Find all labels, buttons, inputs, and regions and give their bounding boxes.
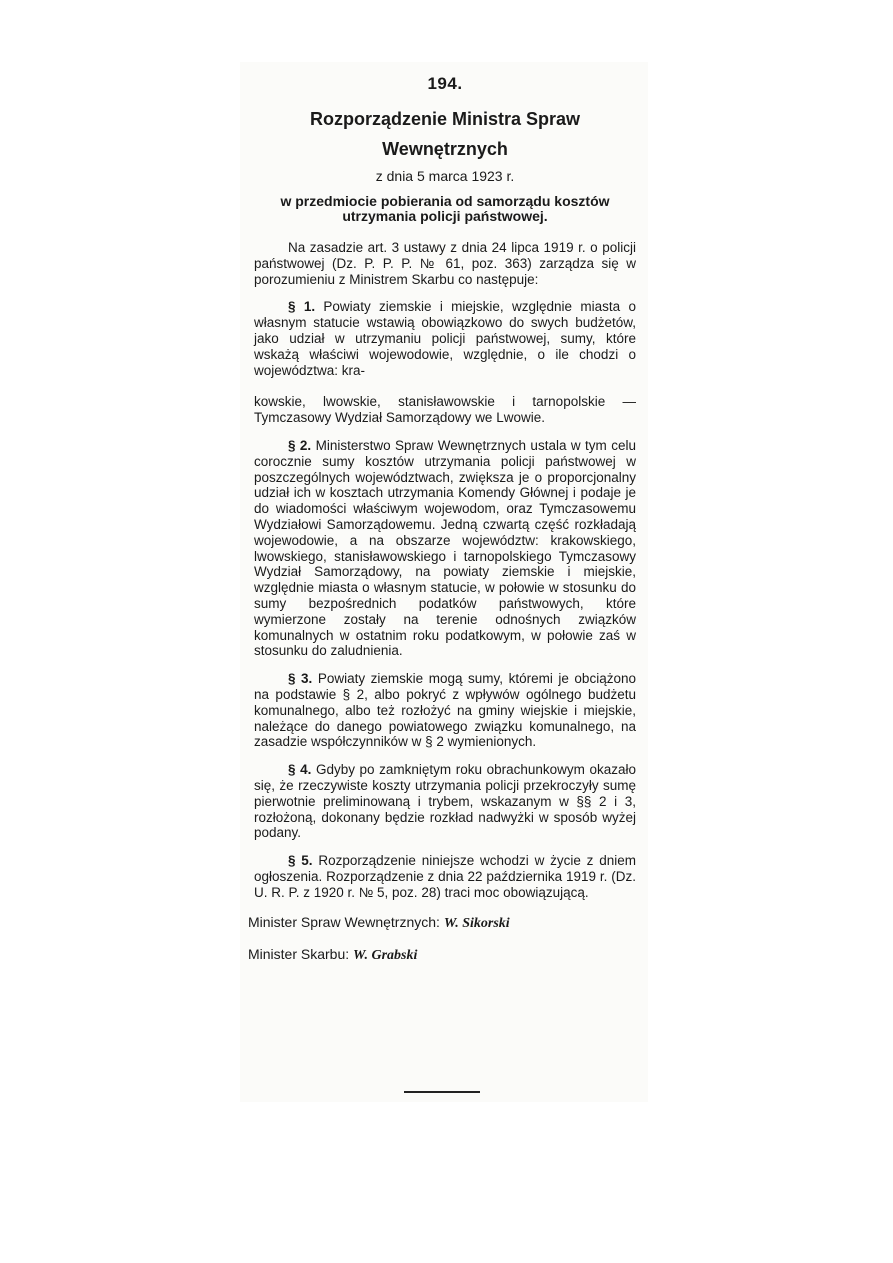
section-text: Ministerstwo Spraw Wewnętrznych ustala w tym celu corocznie sumy kosztów utrzymania policji państwowej w poszczególnych województwach, zwiększa je o proporcjonalny udział ich w kosztach utrzymania Komendy Głównej i podaje je do wiadomości właściwym wojewodom, oraz Tymczasowemu Wydziałowi Samorządowemu. Jedną czwartą część rozkładają wojewodowie, a na obszarze województw: krakowskiego, lwowskiego, stanisławowskiego i tarnopolskiego Tymczasowy Wydział Samorządowy, na powiaty ziemskie i miejskie, względnie miasta o własnym statucie, w połowie w stosunku do sumy bezpośrednich podatków państwowych, które wymierzone zostały na terenie odnośnych związków komunalnych w ostatnim roku podatkowym, w połowie zaś w stosunku do zaludnienia. — [254, 437, 636, 659]
signature-interior-minister — [248, 914, 636, 932]
section-3-paragraph — [254, 671, 636, 750]
document-column — [248, 70, 636, 964]
section-label: § 5. — [288, 853, 313, 869]
signature-name: W. Sikorski — [443, 916, 510, 932]
signature-role: Minister Skarbu: — [248, 946, 350, 963]
section-1-paragraph — [254, 299, 636, 378]
preamble-paragraph: Na zasadzie art. 3 ustawy z dnia 24 lipca 1919 r. o policji państwowej (Dz. P. P. P. № 61, poz. 363) zarządza się w porozumieniu z Ministrem Skarbu co następuje: — [254, 240, 636, 287]
signature-role: Minister Spraw Wewnętrznych: — [248, 914, 440, 931]
section-label: § 4. — [288, 762, 312, 778]
page-number: 194. — [427, 74, 463, 93]
section-label: § 3. — [288, 671, 313, 687]
section-text: Powiaty ziemskie i miejskie, względnie miasta o własnym statucie wstawią obowiązkowo do swych budżetów, jako udział w utrzymaniu policji państwowej, sumy, które wskażą właściwi wojewodowie, względnie, o ile chodzi o województwa: kra- — [254, 299, 636, 378]
document-subject: w przedmiocie pobierania od samorządu kosztów utrzymania policji państwowej. — [280, 193, 610, 224]
signature-treasury-minister — [248, 946, 636, 964]
section-text: kowskie, lwowskie, stanisławowskie i tarnopolskie —Tymczasowy Wydział Samorządowy we Lwowie. — [254, 394, 636, 426]
section-4-paragraph — [254, 762, 636, 841]
closing-rule — [404, 1091, 480, 1093]
document-title: Rozporządzenie Ministra Spraw Wewnętrznych — [309, 109, 581, 159]
section-label: § 2. — [288, 437, 312, 453]
section-text: Powiaty ziemskie mogą sumy, któremi je obciążono na podstawie § 2, albo pokryć z wpływów ogólnego budżetu komunalnego, albo też rozłożyć na gminy wiejskie i miejskie, należące do danego powiatowego związku komunalnego, na zasadzie współczynników w § 2 wymienionych. — [254, 671, 636, 750]
section-2-paragraph — [254, 438, 636, 659]
section-text: Gdyby po zamkniętym roku obrachunkowym okazało się, że rzeczywiste koszty utrzymania policji przekroczyły sumę pierwotnie preliminowaną i trybem, wskazanym w §§ 2 i 3, rozłożoną, dokonany będzie rozkład nadwyżki w sposób wyżej podany. — [254, 762, 636, 841]
section-5-paragraph — [254, 853, 636, 900]
signature-name: W. Grabski — [353, 948, 418, 964]
section-text: Rozporządzenie niniejsze wchodzi w życie z dniem ogłoszenia. Rozporządzenie z dnia 22 października 1919 r. (Dz. U. R. P. z 1920 r. № 5, poz. 28) traci moc obowiązującą. — [254, 853, 636, 900]
section-label: § 1. — [288, 299, 316, 315]
section-1-continuation — [254, 394, 636, 426]
document-date: z dnia 5 marca 1923 r. — [375, 168, 515, 184]
